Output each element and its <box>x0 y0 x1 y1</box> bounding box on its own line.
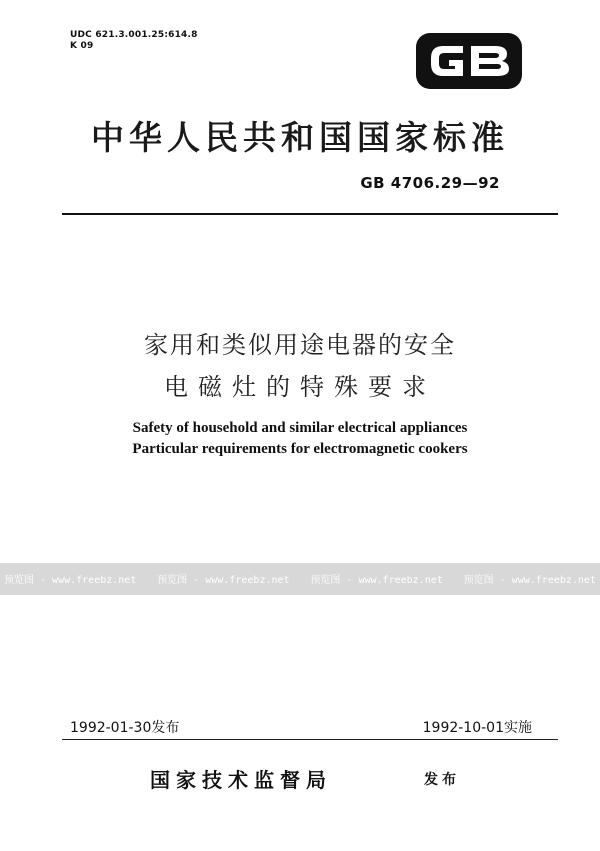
standard-code: GB 4706.29—92 <box>360 174 500 192</box>
title-en-line1: Safety of household and similar electrical appliances <box>132 420 468 436</box>
title-cn-line2: 电磁灶的特殊要求 <box>164 373 436 401</box>
issued-label: 发布 <box>424 772 460 788</box>
watermark-text: 预览图 - www.freebz.net <box>463 575 596 586</box>
udc-number: UDC 621.3.001.25:614.8 <box>70 30 198 40</box>
watermark-text: 预览图 - www.freebz.net <box>157 575 290 586</box>
title-en-line2: Particular requirements for electromagnetic cookers <box>132 441 468 457</box>
standard-title: 中华人民共和国国家标准 <box>91 118 509 157</box>
issue-date: 1992-01-30发布 <box>70 720 180 736</box>
watermark-banner <box>0 563 600 595</box>
footer-divider <box>62 739 558 740</box>
issuing-authority: 国家技术监督局 <box>150 768 332 792</box>
title-cn-line1: 家用和类似用途电器的安全 <box>144 331 456 359</box>
implementation-date: 1992-10-01实施 <box>422 720 532 736</box>
gb-logo-icon <box>415 32 523 90</box>
watermark-text: 预览图 - www.freebz.net <box>4 575 137 586</box>
udc-classification <box>70 30 198 52</box>
watermark-text: 预览图 - www.freebz.net <box>310 575 443 586</box>
category-code: K 09 <box>70 41 94 51</box>
header-divider <box>62 213 558 215</box>
